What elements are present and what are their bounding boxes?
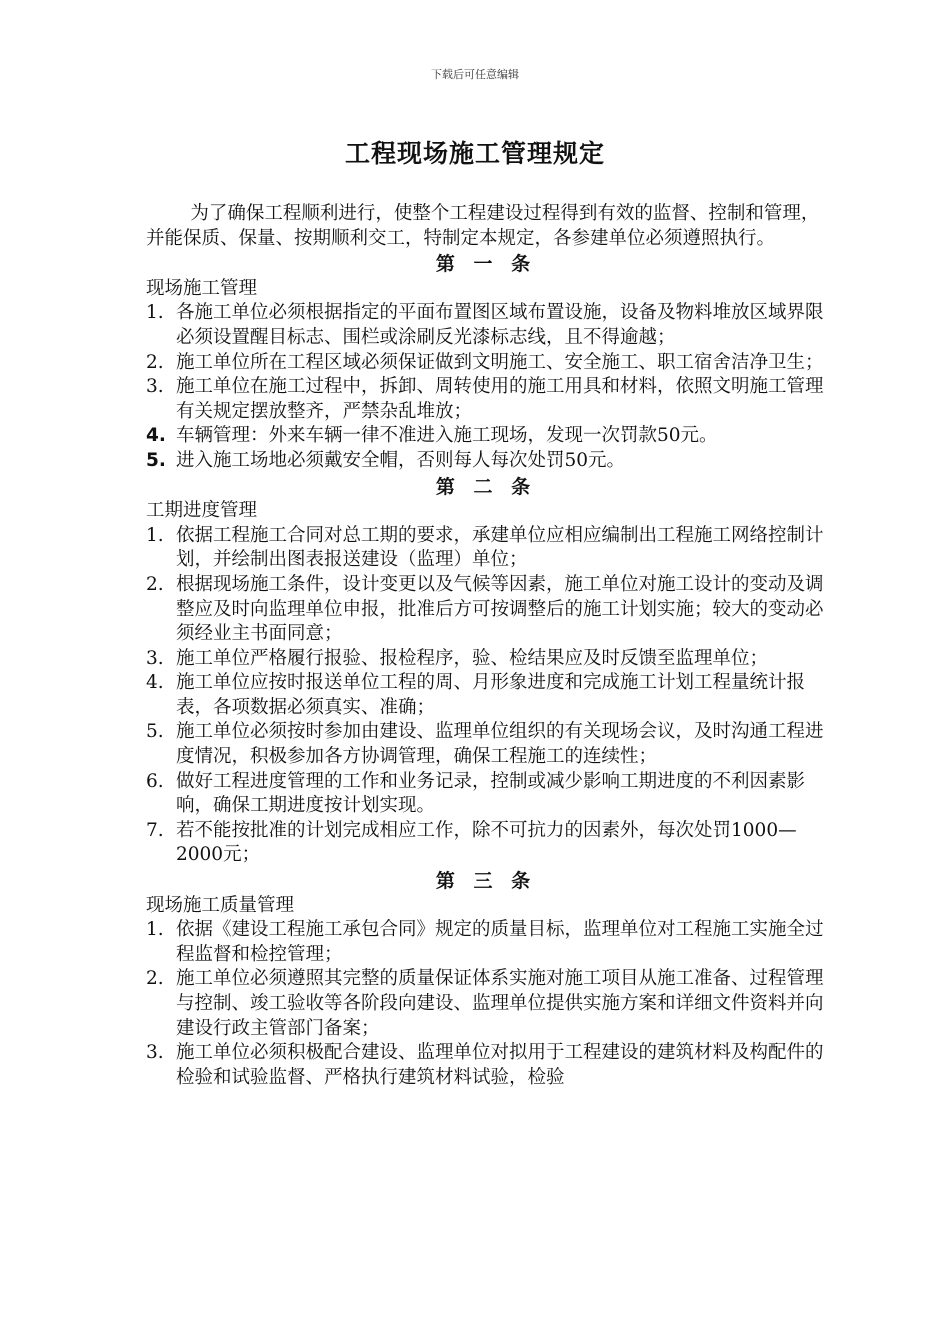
list-item	[146, 647, 826, 672]
article-2-heading: 工期进度管理	[146, 500, 258, 522]
list-item	[146, 351, 826, 376]
item-number: 5.	[146, 721, 164, 743]
item-text: 根据现场施工条件，设计变更以及气候等因素，施工单位对施工设计的变动及调整应及时向监理单位申报，批准后方可按调整后的施工计划实施；较大的变动必须经业主书面同意；	[176, 573, 824, 645]
list-item	[146, 671, 826, 720]
document-title: 工程现场施工管理规定	[344, 139, 605, 168]
list-item	[146, 424, 826, 449]
list-item	[146, 573, 826, 647]
article-1-label: 第 一 条	[435, 253, 537, 276]
list-item	[146, 524, 826, 573]
list-item	[146, 375, 826, 424]
header-note: 下载后可任意编辑	[431, 68, 519, 81]
item-number: 2.	[146, 573, 164, 595]
list-item	[146, 819, 826, 868]
list-item	[146, 301, 826, 350]
item-text: 各施工单位必须根据指定的平面布置图区域布置设施，设备及物料堆放区域界限必须设置醒目标志、围栏或涂刷反光漆标志线，且不得逾越；	[176, 302, 824, 348]
article-3-label: 第 三 条	[435, 870, 537, 893]
item-number: 4.	[146, 672, 164, 694]
list-item	[146, 449, 826, 474]
item-number: 1.	[146, 302, 164, 324]
item-text: 进入施工场地必须戴安全帽，否则每人每次处罚50元。	[176, 449, 626, 471]
item-number: 6.	[146, 770, 164, 792]
list-item	[146, 1041, 826, 1090]
item-number: 2.	[146, 968, 164, 990]
item-text: 若不能按批准的计划完成相应工作，除不可抗力的因素外，每次处罚1000—2000元；	[176, 819, 797, 866]
item-number: 5.	[146, 449, 166, 471]
list-item	[146, 967, 826, 1041]
item-text: 车辆管理：外来车辆一律不准进入施工现场，发现一次罚款50元。	[176, 425, 718, 447]
item-number: 3.	[146, 647, 164, 669]
item-number: 4.	[146, 425, 166, 447]
item-text: 施工单位所在工程区域必须保证做到文明施工、安全施工、职工宿舍洁净卫生；	[176, 351, 824, 373]
item-text: 做好工程进度管理的工作和业务记录，控制或减少影响工期进度的不利因素影响，确保工期进度按计划实现。	[176, 770, 806, 817]
item-number: 1.	[146, 919, 164, 941]
item-text: 依据工程施工合同对总工期的要求，承建单位应相应编制出工程施工网络控制计划，并绘制出图表报送建设（监理）单位；	[176, 524, 824, 571]
item-text: 施工单位必须按时参加由建设、监理单位组织的有关现场会议，及时沟通工程进度情况，积极参加各方协调管理，确保工程施工的连续性；	[176, 721, 824, 768]
item-text: 施工单位在施工过程中，拆卸、周转使用的施工用具和材料，依照文明施工管理有关规定摆放整齐，严禁杂乱堆放；	[176, 376, 824, 422]
item-text: 施工单位必须积极配合建设、监理单位对拟用于工程建设的建筑材料及构配件的检验和试验监督、严格执行建筑材料试验，检验	[176, 1042, 824, 1088]
item-number: 3.	[146, 1042, 164, 1064]
article-2-label: 第 二 条	[435, 475, 537, 498]
item-number: 3.	[146, 376, 164, 398]
item-number: 1.	[146, 524, 164, 546]
article-1-heading: 现场施工管理	[146, 277, 258, 299]
intro-paragraph: 为了确保工程顺利进行，使整个工程建设过程得到有效的监督、控制和管理，并能保质、保量、按期顺利交工，特制定本规定，各参建单位必须遵照执行。	[146, 203, 820, 249]
item-number: 2.	[146, 351, 164, 373]
item-number: 7.	[146, 819, 164, 841]
item-text: 依据《建设工程施工承包合同》规定的质量目标，监理单位对工程施工实施全过程监督和检控管理；	[176, 919, 824, 965]
list-item	[146, 918, 826, 967]
item-text: 施工单位必须遵照其完整的质量保证体系实施对施工项目从施工准备、过程管理与控制、竣工验收等各阶段向建设、监理单位提供实施方案和详细文件资料并向建设行政主管部门备案；	[176, 968, 824, 1039]
article-3-heading: 现场施工质量管理	[146, 894, 295, 916]
item-text: 施工单位应按时报送单位工程的周、月形象进度和完成施工计划工程量统计报表，各项数据必须真实、准确；	[176, 672, 806, 718]
list-item	[146, 770, 826, 819]
document-body	[146, 202, 826, 1090]
item-text: 施工单位严格履行报验、报检程序，验、检结果应及时反馈至监理单位；	[176, 647, 769, 669]
list-item	[146, 720, 826, 769]
